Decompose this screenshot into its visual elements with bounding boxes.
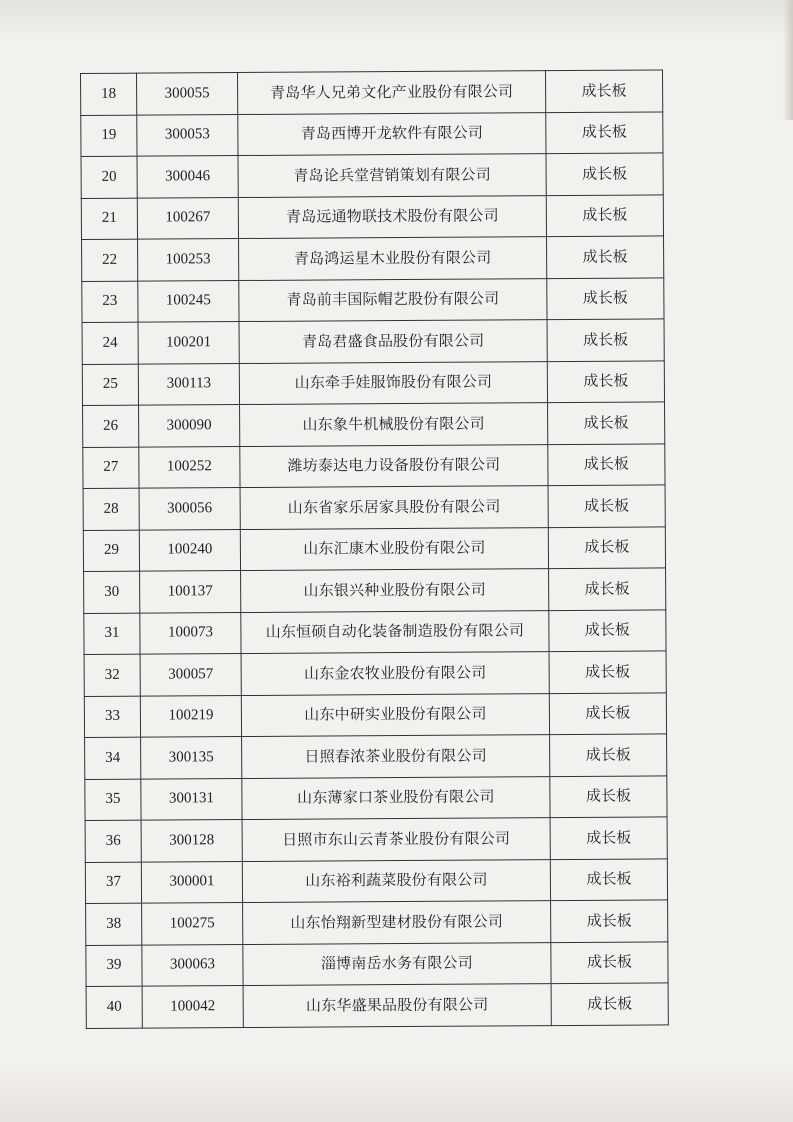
company-code-cell: 100137 xyxy=(140,571,241,613)
company-registry-table xyxy=(80,69,669,1028)
company-name-cell: 青岛远通物联技术股份有限公司 xyxy=(238,195,546,238)
company-code-cell: 300113 xyxy=(138,363,239,405)
board-type-cell: 成长板 xyxy=(549,609,666,651)
company-code-cell: 300053 xyxy=(137,114,238,156)
company-code-cell: 100252 xyxy=(139,446,240,488)
company-name-cell: 山东象牛机械股份有限公司 xyxy=(240,403,548,446)
company-name-cell: 山东薄家口茶业股份有限公司 xyxy=(242,776,550,819)
company-name-cell: 淄博南岳水务有限公司 xyxy=(243,942,551,985)
board-type-cell: 成长板 xyxy=(546,111,663,153)
board-type-cell: 成长板 xyxy=(550,734,667,776)
row-number-cell: 24 xyxy=(82,322,138,364)
board-type-cell: 成长板 xyxy=(551,941,668,983)
row-number-cell: 19 xyxy=(81,115,137,157)
board-type-cell: 成长板 xyxy=(550,775,667,817)
company-code-cell: 100245 xyxy=(138,280,239,322)
company-code-cell: 100240 xyxy=(139,529,240,571)
company-code-cell: 100073 xyxy=(140,612,241,654)
table-body xyxy=(81,70,669,1028)
table-row xyxy=(83,443,665,488)
row-number-cell: 26 xyxy=(83,405,139,447)
board-type-cell: 成长板 xyxy=(547,277,664,319)
company-code-cell: 300131 xyxy=(141,778,242,820)
company-code-cell: 300063 xyxy=(142,944,243,986)
table-row xyxy=(86,941,668,986)
row-number-cell: 23 xyxy=(82,281,138,323)
company-name-cell: 山东华盛果品股份有限公司 xyxy=(243,984,551,1027)
board-type-cell: 成长板 xyxy=(548,443,665,485)
board-type-cell: 成长板 xyxy=(548,485,665,527)
table-row xyxy=(83,402,665,447)
company-code-cell: 100275 xyxy=(142,903,243,945)
company-name-cell: 山东恒硕自动化装备制造股份有限公司 xyxy=(241,610,549,653)
table-row xyxy=(83,485,665,530)
board-type-cell: 成长板 xyxy=(546,194,663,236)
row-number-cell: 34 xyxy=(85,737,141,779)
row-number-cell: 18 xyxy=(81,73,137,115)
company-name-cell: 山东省家乐居家具股份有限公司 xyxy=(240,486,548,529)
company-name-cell: 山东中研实业股份有限公司 xyxy=(241,693,549,736)
table-row xyxy=(81,194,663,239)
table-row xyxy=(81,70,663,115)
company-name-cell: 青岛华人兄弟文化产业股份有限公司 xyxy=(238,71,546,114)
board-type-cell: 成长板 xyxy=(548,526,665,568)
row-number-cell: 32 xyxy=(84,654,140,696)
board-type-cell: 成长板 xyxy=(551,900,668,942)
table-row xyxy=(82,319,664,364)
table-row xyxy=(84,651,666,696)
company-code-cell: 300128 xyxy=(141,820,242,862)
board-type-cell: 成长板 xyxy=(547,360,664,402)
table-row xyxy=(82,277,664,322)
company-name-cell: 青岛论兵堂营销策划有限公司 xyxy=(238,154,546,197)
company-name-cell: 青岛君盛食品股份有限公司 xyxy=(239,320,547,363)
company-code-cell: 300135 xyxy=(141,737,242,779)
row-number-cell: 25 xyxy=(82,364,138,406)
row-number-cell: 38 xyxy=(86,903,142,945)
board-type-cell: 成长板 xyxy=(545,70,662,112)
page-edge xyxy=(783,0,793,120)
row-number-cell: 31 xyxy=(84,613,140,655)
row-number-cell: 22 xyxy=(82,239,138,281)
table-row xyxy=(85,858,667,903)
table-row xyxy=(82,360,664,405)
page-shadow-bottom xyxy=(0,1062,793,1122)
table-row xyxy=(81,153,663,198)
company-name-cell: 青岛前丰国际帽艺股份有限公司 xyxy=(239,278,547,321)
table-row xyxy=(82,236,664,281)
row-number-cell: 27 xyxy=(83,447,139,489)
row-number-cell: 21 xyxy=(81,198,137,240)
row-number-cell: 37 xyxy=(85,862,141,904)
company-code-cell: 100253 xyxy=(138,239,239,281)
board-type-cell: 成长板 xyxy=(548,402,665,444)
row-number-cell: 33 xyxy=(84,696,140,738)
board-type-cell: 成长板 xyxy=(547,236,664,278)
company-code-cell: 300057 xyxy=(140,654,241,696)
company-name-cell: 青岛西博开龙软件有限公司 xyxy=(238,112,546,155)
company-code-cell: 300056 xyxy=(139,488,240,530)
company-code-cell: 300001 xyxy=(141,861,242,903)
company-name-cell: 山东银兴种业股份有限公司 xyxy=(241,569,549,612)
row-number-cell: 20 xyxy=(81,156,137,198)
board-type-cell: 成长板 xyxy=(550,858,667,900)
company-name-cell: 潍坊泰达电力设备股份有限公司 xyxy=(240,444,548,487)
table-row xyxy=(85,817,667,862)
company-name-cell: 日照春浓茶业股份有限公司 xyxy=(242,735,550,778)
company-name-cell: 山东裕利蔬菜股份有限公司 xyxy=(242,859,550,902)
table-row xyxy=(84,692,666,737)
table-row xyxy=(86,900,668,945)
table-row xyxy=(84,609,666,654)
board-type-cell: 成长板 xyxy=(547,319,664,361)
company-code-cell: 300046 xyxy=(137,156,238,198)
company-code-cell: 300055 xyxy=(137,73,238,115)
row-number-cell: 39 xyxy=(86,945,142,987)
company-code-cell: 100219 xyxy=(140,695,241,737)
row-number-cell: 30 xyxy=(84,571,140,613)
company-name-cell: 山东怡翔新型建材股份有限公司 xyxy=(243,901,551,944)
board-type-cell: 成长板 xyxy=(551,983,668,1025)
company-code-cell: 100042 xyxy=(142,986,243,1028)
table-row xyxy=(86,983,668,1028)
table-row xyxy=(85,734,667,779)
table-row xyxy=(84,568,666,613)
company-name-cell: 山东汇康木业股份有限公司 xyxy=(240,527,548,570)
row-number-cell: 29 xyxy=(83,530,139,572)
board-type-cell: 成长板 xyxy=(549,568,666,610)
board-type-cell: 成长板 xyxy=(550,817,667,859)
company-name-cell: 山东牵手娃服饰股份有限公司 xyxy=(239,361,547,404)
row-number-cell: 28 xyxy=(83,488,139,530)
company-code-cell: 100201 xyxy=(138,322,239,364)
board-type-cell: 成长板 xyxy=(549,651,666,693)
board-type-cell: 成长板 xyxy=(549,692,666,734)
company-name-cell: 青岛鸿运星木业股份有限公司 xyxy=(239,237,547,280)
table-row xyxy=(83,526,665,571)
table-row xyxy=(81,111,663,156)
row-number-cell: 40 xyxy=(86,986,142,1028)
company-name-cell: 日照市东山云青茶业股份有限公司 xyxy=(242,818,550,861)
company-code-cell: 300090 xyxy=(139,405,240,447)
row-number-cell: 35 xyxy=(85,779,141,821)
company-name-cell: 山东金农牧业股份有限公司 xyxy=(241,652,549,695)
row-number-cell: 36 xyxy=(85,820,141,862)
page-shadow xyxy=(0,0,793,40)
table-row xyxy=(85,775,667,820)
board-type-cell: 成长板 xyxy=(546,153,663,195)
company-code-cell: 100267 xyxy=(137,197,238,239)
